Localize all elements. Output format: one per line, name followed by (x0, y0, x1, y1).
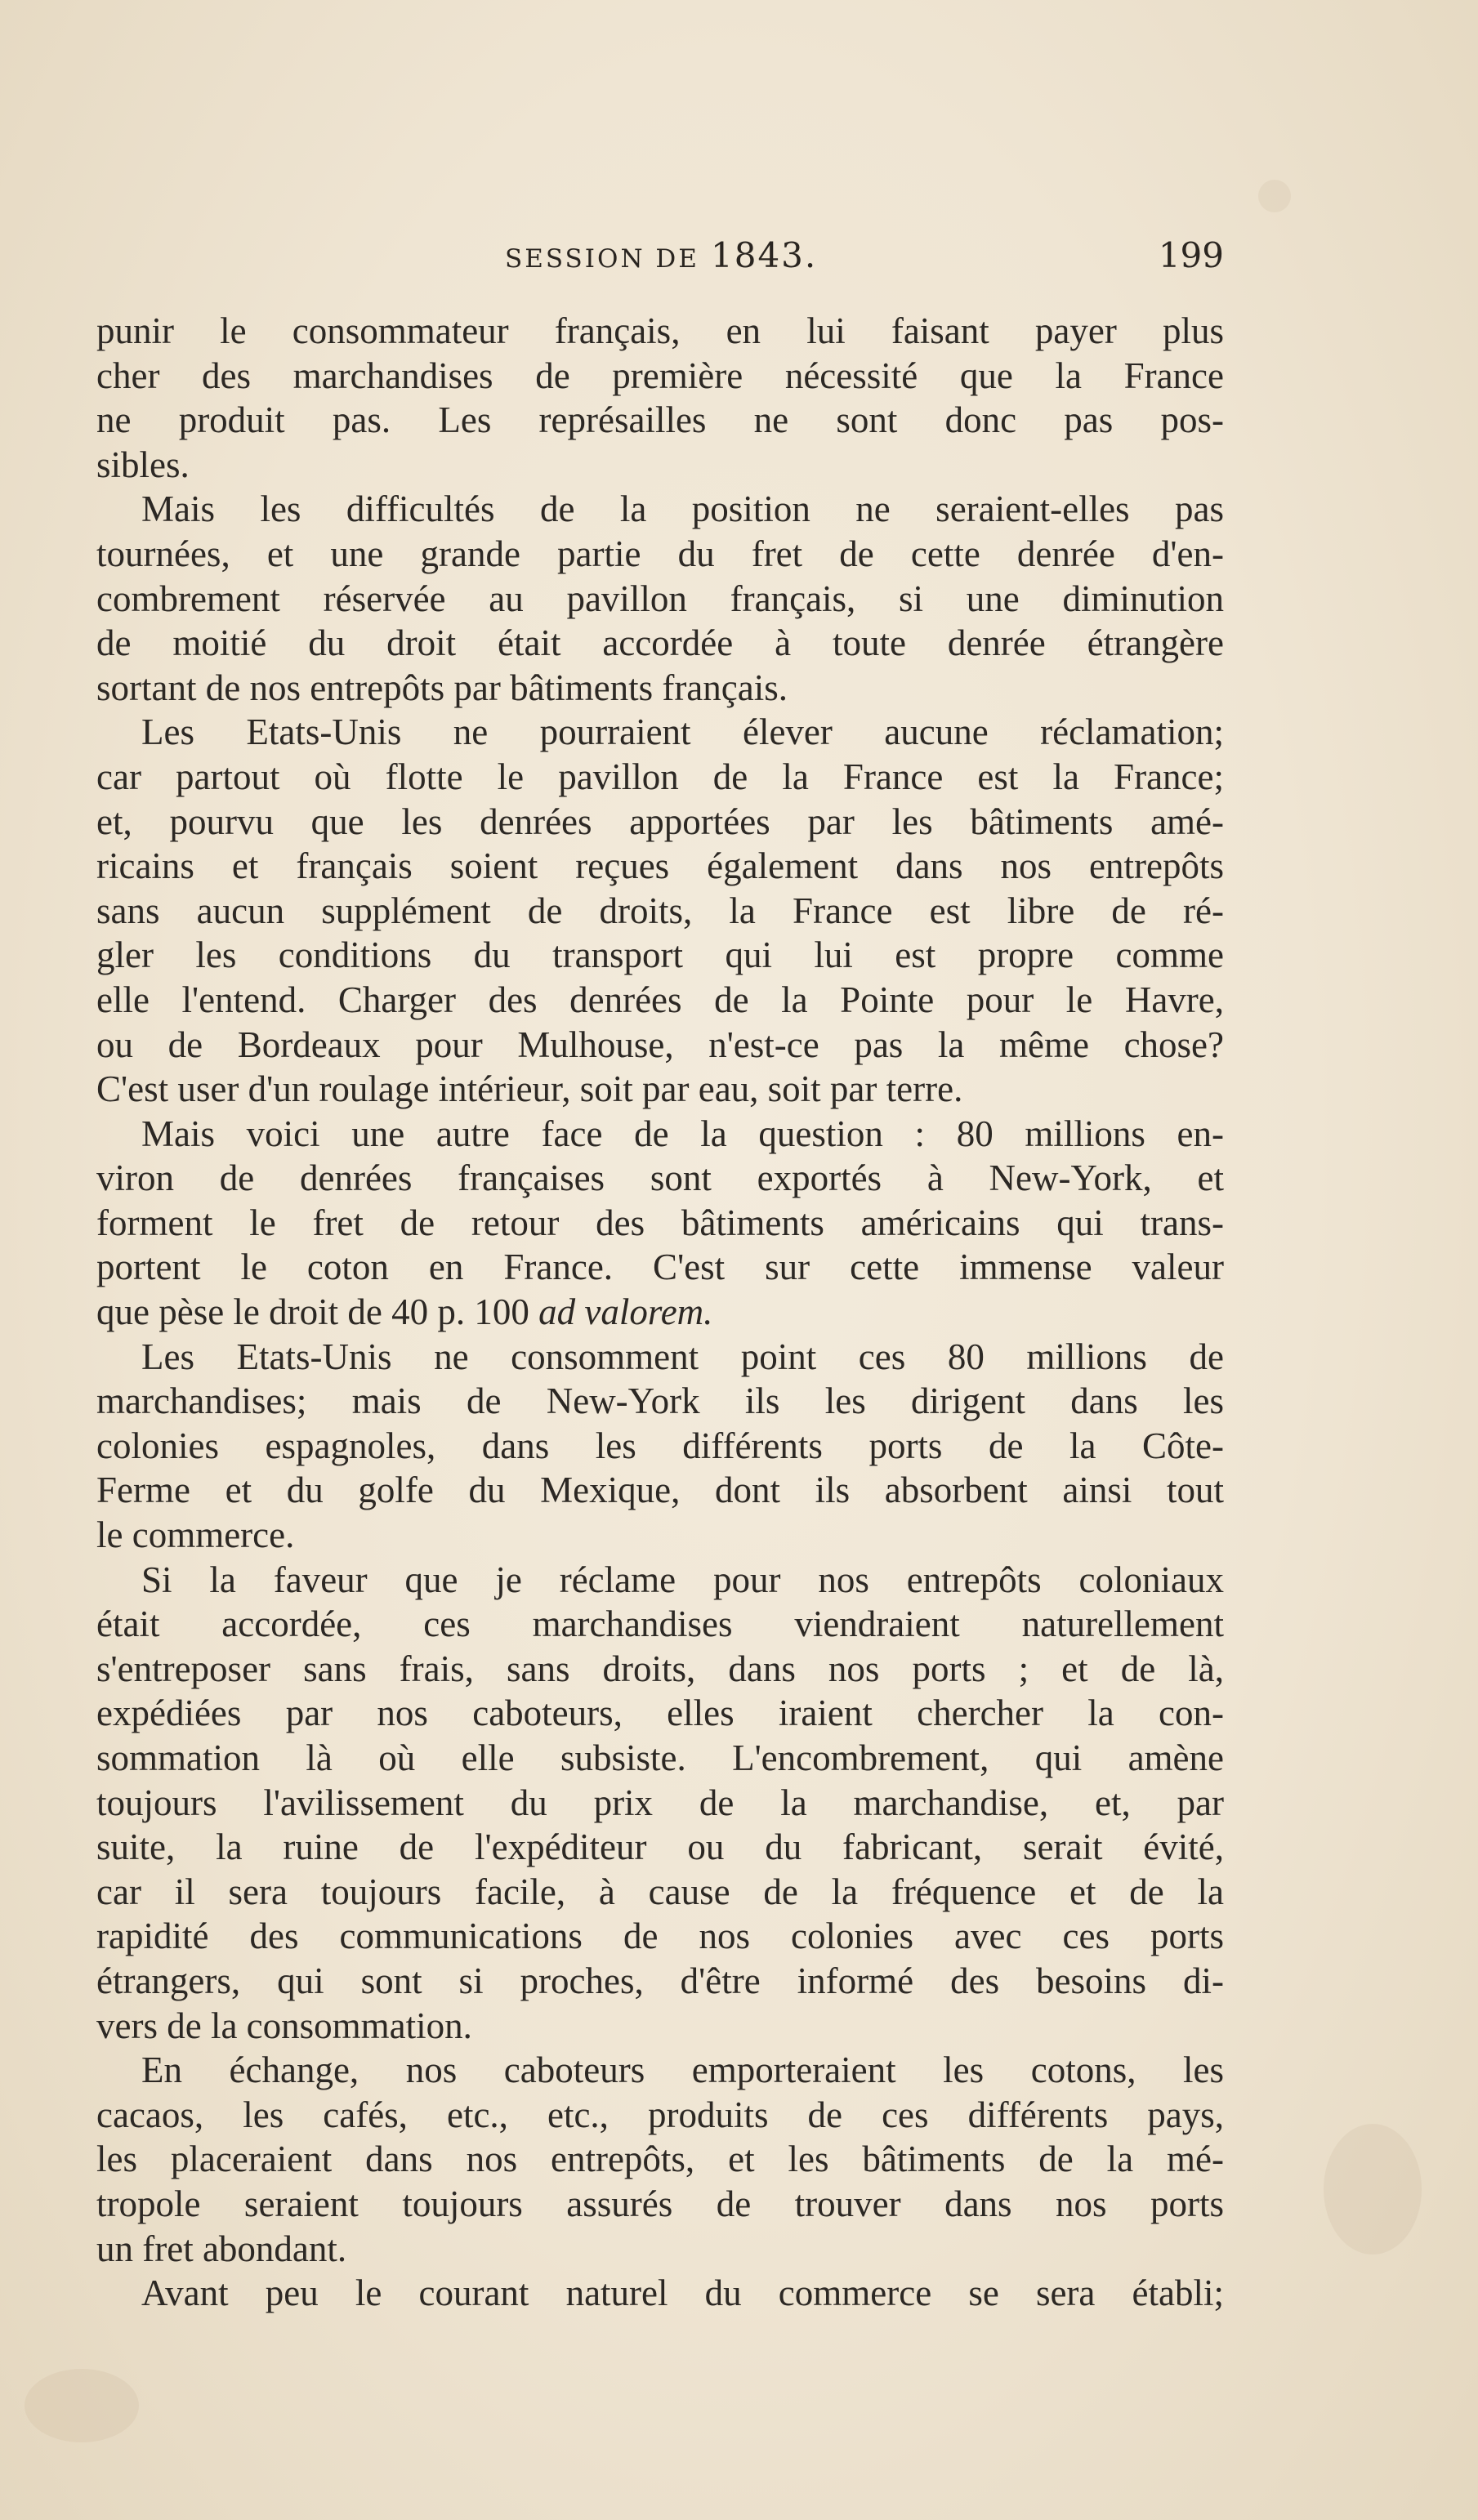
running-head-title: SESSION DE (505, 244, 699, 274)
text-line: et, pourvu que les denrées apportées par les bâtiments amé- (96, 801, 1224, 842)
text-line: s'entreposer sans frais, sans droits, dans nos ports ; et de là, (96, 1648, 1224, 1689)
running-head (505, 235, 817, 275)
text-line: Ferme et du golfe du Mexique, dont ils absorbent ainsi tout (96, 1470, 1224, 1511)
body-text (96, 309, 1224, 2316)
text-line: cacaos, les cafés, etc., etc., produits de ces différents pays, (96, 2094, 1224, 2135)
text-line: le commerce. (96, 1514, 295, 1556)
text-line: sortant de nos entrepôts par bâtiments français. (96, 667, 788, 708)
text-line: cher des marchandises de première nécessité que la France (96, 355, 1224, 396)
text-line: sibles. (96, 444, 190, 485)
text-line: gler les conditions du transport qui lui est propre comme (96, 934, 1224, 976)
text-line: viron de denrées françaises sont exportés à New-York, et (96, 1157, 1224, 1199)
text-line: sommation là où elle subsiste. L'encombrement, qui amène (96, 1737, 1224, 1778)
text-line: rapidité des communications de nos colonies avec ces ports (96, 1916, 1224, 1957)
page-number: 199 (1158, 235, 1224, 275)
text-line: tropole seraient toujours assurés de trouver dans nos ports (96, 2183, 1224, 2224)
text-line: était accordée, ces marchandises viendraient naturellement (96, 1603, 1224, 1645)
text-line: C'est user d'un roulage intérieur, soit par eau, soit par terre. (96, 1068, 963, 1110)
italic-phrase: ad valorem. (538, 1291, 713, 1333)
paper-stain (1258, 180, 1291, 212)
running-head-year: 1843. (711, 235, 818, 275)
text-line: toujours l'avilissement du prix de la marchandise, et, par (96, 1782, 1224, 1823)
text-line: car il sera toujours facile, à cause de la fréquence et de la (96, 1871, 1224, 1912)
text-line: car partout où flotte le pavillon de la France est la France; (96, 756, 1224, 797)
text-line: punir le consommateur français, en lui faisant payer plus (96, 310, 1224, 351)
text-line (96, 1290, 1224, 1335)
text-line: ne produit pas. Les représailles ne sont donc pas pos- (96, 399, 1224, 441)
text-line: portent le coton en France. C'est sur cette immense valeur (96, 1247, 1224, 1288)
text-line: étrangers, qui sont si proches, d'être informé des besoins di- (96, 1960, 1224, 2001)
text-line: vers de la consommation. (96, 2005, 472, 2046)
text-line: tournées, et une grande partie du fret de cette denrée d'en- (96, 533, 1224, 574)
text-line: En échange, nos caboteurs emporteraient les cotons, les (141, 2049, 1224, 2091)
text-line: Avant peu le courant naturel du commerce se sera établi; (141, 2272, 1224, 2314)
paper-stain (1324, 2124, 1422, 2255)
text-line: ricains et français soient reçues également dans nos entrepôts (96, 845, 1224, 887)
paper-stain (25, 2369, 139, 2442)
text-line: Les Etats-Unis ne consomment point ces 80 millions de (141, 1336, 1224, 1377)
text-line: forment le fret de retour des bâtiments américains qui trans- (96, 1202, 1224, 1243)
text-line: les placeraient dans nos entrepôts, et les bâtiments de la mé- (96, 2139, 1224, 2180)
text-line: Si la faveur que je réclame pour nos entrepôts coloniaux (141, 1559, 1224, 1600)
text-line: colonies espagnoles, dans les différents ports de la Côte- (96, 1425, 1224, 1466)
text-line: Les Etats-Unis ne pourraient élever aucune réclamation; (141, 711, 1224, 753)
text-line: un fret abondant. (96, 2228, 347, 2269)
text-line: Mais les difficultés de la position ne seraient-elles pas (141, 488, 1224, 530)
text-line: elle l'entend. Charger des denrées de la Pointe pour le Havre, (96, 979, 1224, 1020)
text-line: ou de Bordeaux pour Mulhouse, n'est-ce pas la même chose? (96, 1024, 1224, 1065)
text-line: suite, la ruine de l'expéditeur ou du fabricant, serait évité, (96, 1826, 1224, 1868)
text-line: marchandises; mais de New-York ils les dirigent dans les (96, 1380, 1224, 1422)
text-line: Mais voici une autre face de la question : 80 millions en- (141, 1113, 1224, 1154)
text-line-start: que pèse le droit de 40 p. 100 (96, 1291, 529, 1333)
text-line: expédiées par nos caboteurs, elles iraient chercher la con- (96, 1693, 1224, 1734)
text-line: combrement réservée au pavillon français, si une diminution (96, 578, 1224, 619)
page-header (96, 235, 1224, 284)
text-line: de moitié du droit était accordée à toute denrée étrangère (96, 622, 1224, 664)
text-line: sans aucun supplément de droits, la France est libre de ré- (96, 890, 1224, 931)
